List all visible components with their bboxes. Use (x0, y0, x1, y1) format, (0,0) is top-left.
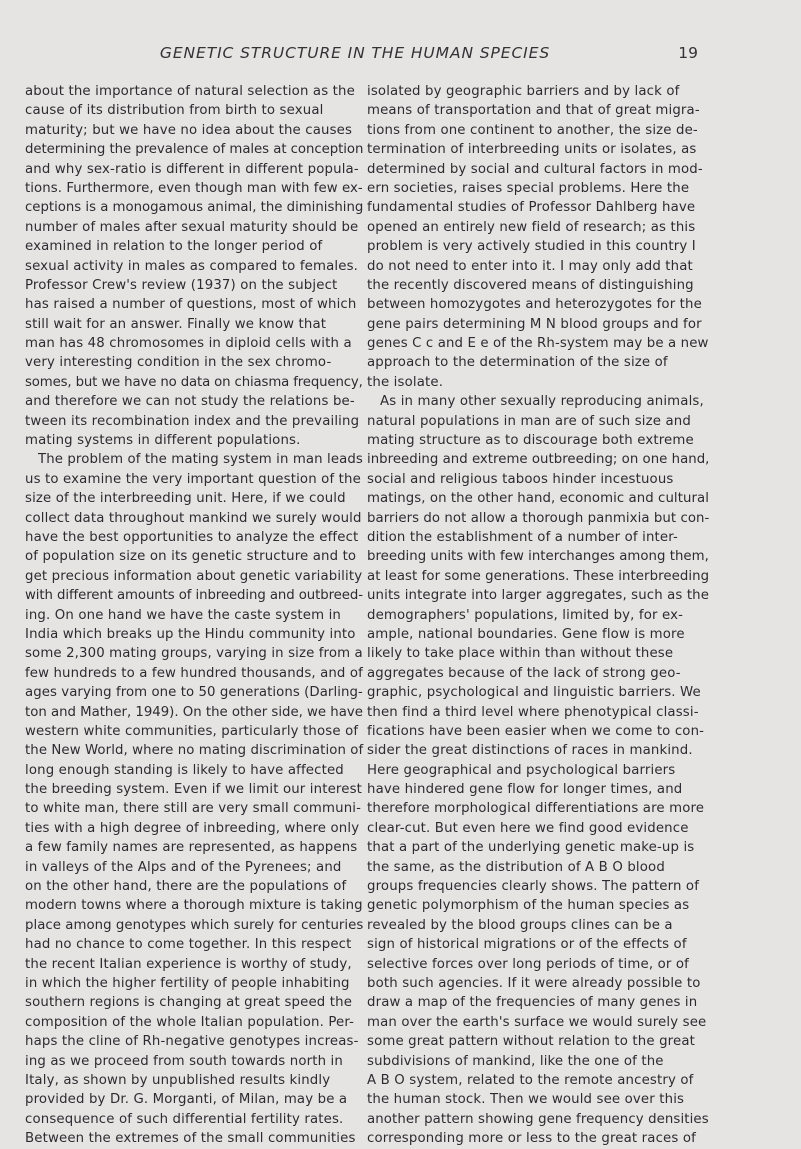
text-line: ceptions is a monogamous animal, the diminishing (25, 200, 364, 216)
text-line: natural populations in man are of such size and (367, 413, 691, 429)
text-line: about the importance of natural selection as the (25, 84, 355, 99)
text-line: fications have been easier when we come to con- (367, 723, 705, 739)
text-line: units integrate into larger aggregates, such as the (367, 588, 710, 604)
running-title: GENETIC STRUCTURE IN THE HUMAN SPECIES (159, 44, 551, 62)
text-line: ton and Mather, 1949). On the other side, we have (25, 704, 363, 720)
text-line: have hindered gene flow for longer times, and (367, 782, 683, 798)
text-line: the recently discovered means of distinguishing (367, 277, 694, 293)
text-line: selective forces over long periods of time, or of (367, 956, 689, 972)
text-line: genetic polymorphism of the human species as (367, 898, 690, 914)
text-line: somes, but we have no data on chiasma frequency, (25, 374, 363, 390)
text-line: do not need to enter into it. I may only add that (367, 258, 693, 274)
text-line: Professor Crew's review (1937) on the subject (25, 277, 338, 293)
text-line: breeding units with few interchanges among them, (367, 549, 709, 565)
text-line: gene pairs determining M N blood groups and for (367, 316, 702, 332)
text-line: of population size on its genetic structure and to (25, 549, 357, 565)
text-line: tween its recombination index and the prevailing (25, 413, 360, 429)
text-line: get precious information about genetic variability (25, 568, 363, 584)
text-line: still wait for an answer. Finally we know that (25, 316, 327, 332)
text-line: composition of the whole Italian population. Per- (25, 1014, 355, 1030)
text-line: number of males after sexual maturity should be (25, 219, 359, 235)
text-line: in valleys of the Alps and of the Pyrenees; and (25, 859, 342, 875)
text-line: aggregates because of the lack of strong geo- (367, 665, 681, 681)
text-line: have the best opportunities to analyze the effect (25, 529, 359, 545)
text-line: the recent Italian experience is worthy of study, (25, 956, 352, 972)
text-line: subdivisions of mankind, like the one of the (367, 1053, 664, 1069)
text-line: the same, as the distribution of A B O blood (367, 859, 665, 875)
text-line: demographers' populations, limited by, for ex- (367, 607, 684, 623)
text-line: that a part of the underlying genetic make-up is (367, 840, 695, 856)
text-line: another pattern showing gene frequency densities (367, 1111, 709, 1127)
text-line: in which the higher fertility of people inhabiting (25, 975, 350, 991)
text-line: opened an entirely new field of research; as this (367, 219, 696, 235)
text-line: genes C c and E e of the Rh-system may be a new (367, 336, 709, 352)
text-line: the New World, where no mating discrimination of (25, 743, 364, 759)
text-line: corresponding more or less to the great races of (367, 1131, 696, 1147)
text-line: very interesting condition in the sex chromo- (25, 355, 332, 371)
text-line: matings, on the other hand, economic and cultural (367, 491, 709, 507)
text-line: determined by social and cultural factors in mod- (367, 161, 703, 177)
text-line: and therefore we can not study the relations be- (25, 394, 355, 410)
text-line: between homozygotes and heterozygotes for the (367, 297, 702, 313)
text-line: isolated by geographic barriers and by lack of (367, 84, 680, 99)
text-line: problem is very actively studied in this country I (367, 239, 696, 255)
text-line: both such agencies. If it were already possible to (367, 975, 701, 991)
text-line: therefore morphological differentiations are more (367, 801, 705, 817)
text-line: collect data throughout mankind we surely would (25, 510, 362, 526)
text-line: examined in relation to the longer period of (25, 239, 323, 255)
text-line: has raised a number of questions, most of which (25, 297, 357, 313)
text-line: sexual activity in males as compared to females. (25, 258, 359, 274)
text-line: ties with a high degree of inbreeding, where only (25, 820, 360, 836)
text-line: ing as we proceed from south towards north in (25, 1053, 343, 1069)
text-line: mating structure as to discourage both extreme (367, 433, 694, 449)
text-line: ing. On one hand we have the caste system in (25, 607, 341, 623)
text-line: man over the earth's surface we would surely see (367, 1014, 707, 1030)
running-head (0, 44, 801, 66)
text-line: at least for some generations. These interbreeding (367, 568, 710, 584)
text-line: means of transportation and that of great migra- (367, 103, 700, 119)
text-line: dition the establishment of a number of inter- (367, 529, 678, 545)
text-line: Here geographical and psychological barriers (367, 762, 676, 778)
text-line: Italy, as shown by unpublished results kindly (25, 1072, 331, 1088)
text-line: groups frequencies clearly shows. The pattern of (367, 879, 700, 895)
text-line: fundamental studies of Professor Dahlberg have (367, 200, 696, 216)
text-line: western white communities, particularly those of (25, 723, 359, 739)
text-line: termination of interbreeding units or isolates, as (367, 142, 697, 158)
text-line: then find a third level where phenotypical classi- (367, 704, 699, 720)
text-line: social and religious taboos hinder incestuous (367, 471, 674, 487)
text-line: had no chance to come together. In this respect (25, 937, 352, 953)
text-line: with different amounts of inbreeding and outbreed- (25, 588, 363, 604)
text-line: The problem of the mating system in man leads (38, 452, 363, 468)
text-line: long enough standing is likely to have affected (25, 762, 344, 778)
text-line: A B O system, related to the remote ancestry of (367, 1072, 694, 1088)
text-line: the human stock. Then we would see over this (367, 1092, 685, 1108)
text-line: tions from one continent to another, the size de- (367, 122, 698, 138)
text-line: place among genotypes which surely for centuries (25, 917, 364, 933)
text-line: likely to take place within than without these (367, 646, 674, 662)
text-line: on the other hand, there are the populations of (25, 879, 347, 895)
text-line: ages varying from one to 50 generations (Darling- (25, 685, 363, 701)
text-line: few hundreds to a few hundred thousands, and of (25, 665, 363, 681)
text-line: sider the great distinctions of races in mankind. (367, 743, 693, 759)
text-line: India which breaks up the Hindu community into (25, 626, 356, 642)
text-line: haps the cline of Rh-negative genotypes increas- (25, 1034, 359, 1050)
text-line: ample, national boundaries. Gene flow is more (367, 626, 685, 642)
text-line: maturity; but we have no idea about the causes (25, 122, 353, 138)
text-line: southern regions is changing at great speed the (25, 995, 353, 1011)
text-line: revealed by the blood groups clines can be a (367, 917, 673, 933)
text-line: tions. Furthermore, even though man with few ex- (25, 180, 363, 196)
text-line: mating systems in different populations. (25, 433, 301, 449)
text-line: draw a map of the frequencies of many genes in (367, 995, 698, 1011)
text-line: barriers do not allow a thorough panmixia but con- (367, 510, 710, 526)
text-line: determining the prevalence of males at conception (25, 142, 364, 158)
left-text-column (25, 82, 363, 1148)
text-line: the isolate. (367, 374, 444, 390)
text-line: consequence of such differential fertility rates. (25, 1111, 344, 1127)
text-line: to white man, there still are very small communi- (25, 801, 362, 817)
text-line: ern societies, raises special problems. Here the (367, 180, 690, 196)
text-line: a few family names are represented, as happens (25, 840, 358, 856)
text-line: inbreeding and extreme outbreeding; on one hand, (367, 452, 710, 468)
text-line: some 2,300 mating groups, varying in size from a (25, 646, 363, 662)
text-line: the breeding system. Even if we limit our interest (25, 782, 363, 798)
text-line: and why sex-ratio is different in different popula- (25, 161, 359, 177)
text-line: size of the interbreeding unit. Here, if we could (25, 491, 346, 507)
text-line: clear-cut. But even here we find good evidence (367, 820, 689, 836)
text-line: provided by Dr. G. Morganti, of Milan, may be a (25, 1092, 348, 1108)
text-line: some great pattern without relation to the great (367, 1034, 695, 1050)
text-line: cause of its distribution from birth to sexual (25, 103, 324, 119)
right-text-column (367, 82, 709, 1148)
page-number: 19 (678, 44, 698, 62)
text-line: approach to the determination of the size of (367, 355, 668, 371)
text-line: modern towns where a thorough mixture is taking (25, 898, 363, 914)
text-line: man has 48 chromosomes in diploid cells with a (25, 336, 352, 352)
text-line: us to examine the very important question of the (25, 471, 361, 487)
text-line: Between the extremes of the small communities (25, 1131, 356, 1147)
text-line: sign of historical migrations or of the effects of (367, 937, 687, 953)
text-line: As in many other sexually reproducing animals, (380, 394, 704, 410)
text-line: graphic, psychological and linguistic barriers. We (367, 685, 701, 701)
